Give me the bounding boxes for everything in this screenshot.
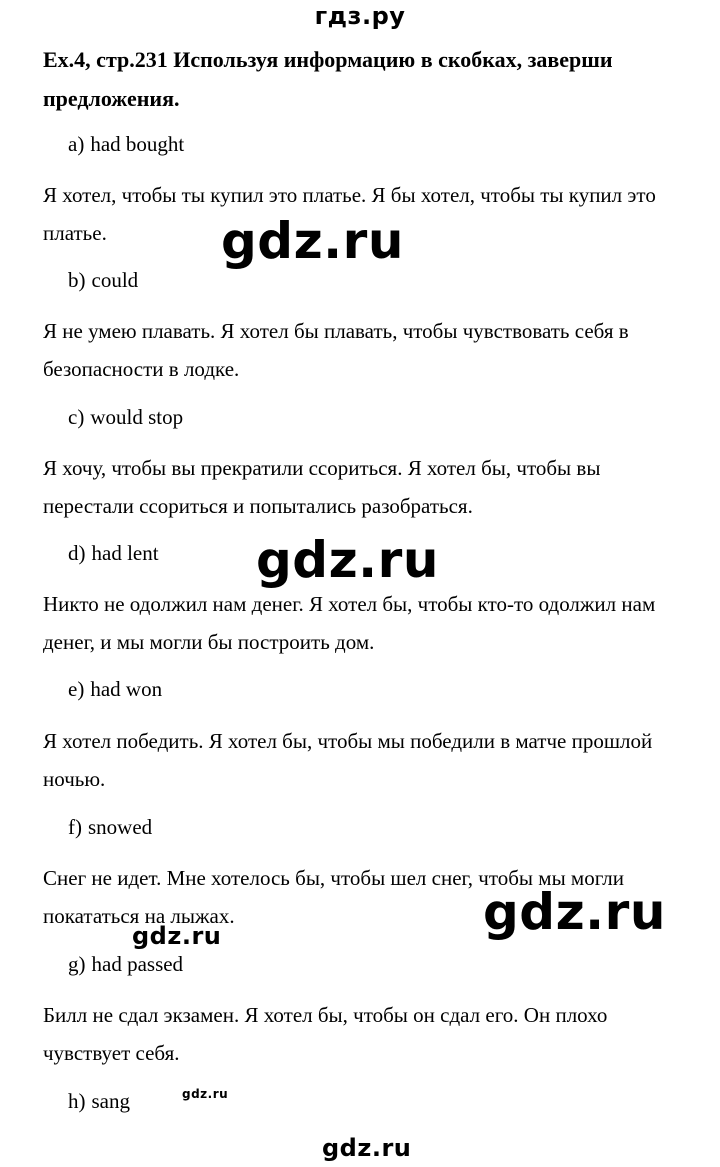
option-letter: g) xyxy=(68,952,86,976)
option-answer: would stop xyxy=(90,405,184,429)
translation-b: Я не умею плавать. Я хотел бы плавать, чтобы чувствовать себя в безопасности в лодке. xyxy=(43,319,629,381)
option-letter: e) xyxy=(68,677,85,701)
translation-f: Снег не идет. Мне хотелось бы, чтобы шел снег, чтобы мы могли покататься на лыжах. xyxy=(43,866,624,928)
option-answer: had won xyxy=(90,677,163,701)
option-letter: h) xyxy=(68,1089,86,1113)
answer-option-d xyxy=(68,541,159,565)
option-letter: b) xyxy=(68,268,86,292)
watermark-large: gdz.ru xyxy=(483,883,666,941)
translation-e: Я хотел победить. Я хотел бы, чтобы мы победили в матче прошлой ночью. xyxy=(43,729,653,791)
option-letter: f) xyxy=(68,815,82,839)
translation-a: Я хотел, чтобы ты купил это платье. Я бы хотел, чтобы ты купил это платье. xyxy=(43,183,656,245)
site-header: гдз.ру xyxy=(314,2,406,30)
watermark-large: gdz.ru xyxy=(221,212,404,270)
answer-option-g xyxy=(68,952,183,976)
exercise-title: Ex.4, стр.231 Используя информацию в скобках, заверши предложения. xyxy=(43,47,613,111)
option-letter: c) xyxy=(68,405,85,429)
answer-option-e xyxy=(68,677,162,701)
answer-option-a xyxy=(68,132,184,156)
option-answer: had lent xyxy=(91,541,159,565)
option-answer: snowed xyxy=(88,815,153,839)
answer-option-c xyxy=(68,405,183,429)
watermark-tiny: gdz.ru xyxy=(182,1087,229,1101)
answer-option-b xyxy=(68,268,138,292)
option-answer: had bought xyxy=(90,132,185,156)
option-answer: could xyxy=(91,268,139,292)
option-letter: d) xyxy=(68,541,86,565)
translation-d: Никто не одолжил нам денег. Я хотел бы, чтобы кто-то одолжил нам денег, и мы могли бы построить дом. xyxy=(43,592,656,654)
translation-g: Билл не сдал экзамен. Я хотел бы, чтобы он сдал его. Он плохо чувствует себя. xyxy=(43,1003,608,1065)
watermark-large: gdz.ru xyxy=(256,531,439,589)
watermark-small: gdz.ru xyxy=(132,922,222,950)
translation-c: Я хочу, чтобы вы прекратили ссориться. Я хотел бы, чтобы вы перестали ссориться и попытались разобраться. xyxy=(43,456,601,518)
answer-option-f xyxy=(68,815,152,839)
watermark-footer: gdz.ru xyxy=(322,1134,412,1162)
option-letter: a) xyxy=(68,132,85,156)
answer-option-h xyxy=(68,1089,130,1113)
option-answer: had passed xyxy=(91,952,184,976)
option-answer: sang xyxy=(91,1089,130,1113)
